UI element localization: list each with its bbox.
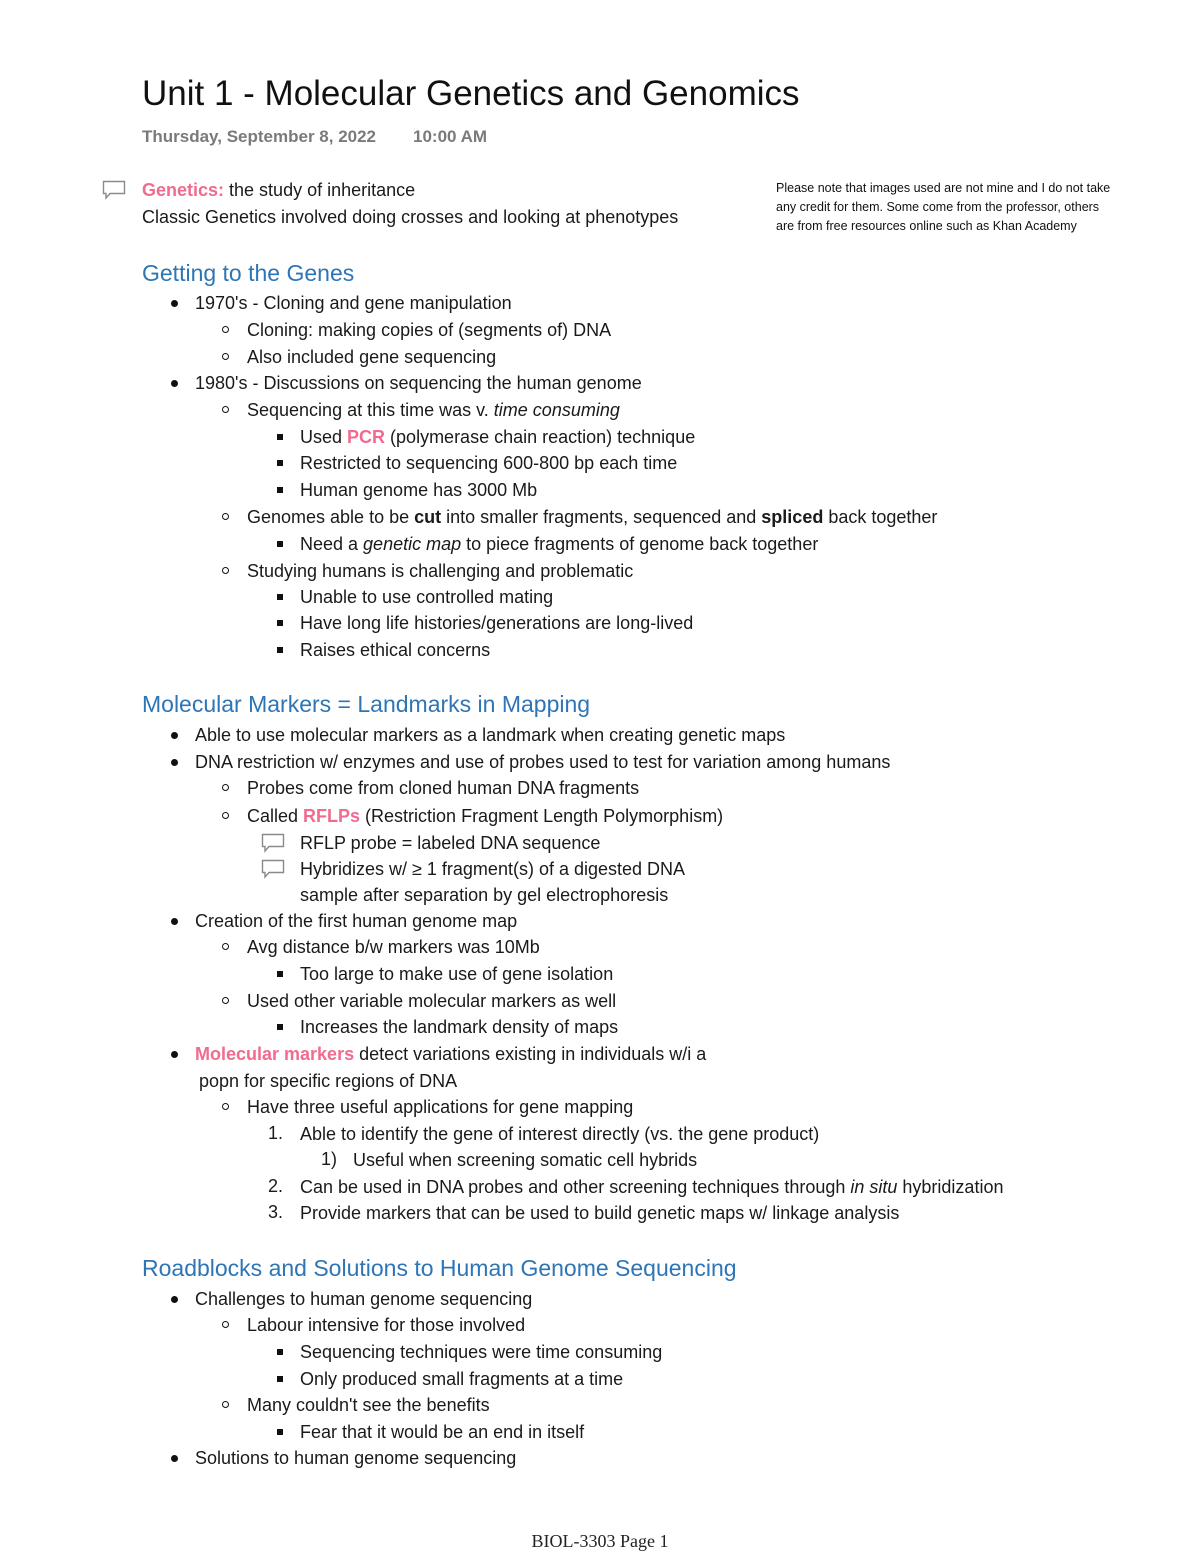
bullet-disc [171,1051,178,1058]
bullet-square [277,594,283,600]
list-item: Sequencing at this time was v. time consuming [247,400,620,420]
list-item: Studying humans is challenging and problematic [247,561,634,581]
page-title: Unit 1 - Molecular Genetics and Genomics [142,74,800,113]
bullet-disc [171,918,178,925]
list-item: Provide markers that can be used to build genetic maps w/ linkage analysis [300,1203,900,1223]
bullet-circle [222,997,229,1004]
list-item: Many couldn't see the benefits [247,1395,490,1415]
list-item: Useful when screening somatic cell hybrids [353,1150,698,1170]
bullet-disc [171,300,178,307]
list-item: Used PCR (polymerase chain reaction) technique [300,427,696,447]
comment-icon[interactable] [261,859,285,879]
list-item: Able to use molecular markers as a landmark when creating genetic maps [195,725,786,745]
list-number: 3. [268,1202,284,1222]
list-item: Probes come from cloned human DNA fragments [247,778,640,798]
list-item-continuation: popn for specific regions of DNA [199,1071,458,1091]
list-item: Called RFLPs (Restriction Fragment Length Polymorphism) [247,806,724,826]
list-item: Able to identify the gene of interest directly (vs. the gene product) [300,1124,820,1144]
bullet-square [277,1349,283,1355]
heading-getting-to-genes: Getting to the Genes [142,260,355,286]
list-item: Fear that it would be an end in itself [300,1422,585,1442]
list-item: 1980's - Discussions on sequencing the human genome [195,373,642,393]
list-item: Molecular markers detect variations existing in individuals w/i a [195,1044,707,1064]
bullet-circle [222,784,229,791]
bullet-square [277,434,283,440]
bullet-circle [222,353,229,360]
genetics-definition: Genetics: the study of inheritance [142,180,416,200]
bullet-circle [222,943,229,950]
list-item: Restricted to sequencing 600-800 bp each time [300,453,678,473]
list-item: DNA restriction w/ enzymes and use of probes used to test for variation among humans [195,752,891,772]
list-number: 1) [321,1149,338,1169]
list-item: Cloning: making copies of (segments of) DNA [247,320,612,340]
list-item-continuation: sample after separation by gel electrophoresis [300,885,669,905]
list-item: Hybridizes w/ ≥ 1 fragment(s) of a digested DNA [300,859,686,879]
comment-icon[interactable] [261,833,285,853]
bullet-circle [222,812,229,819]
bullet-square [277,971,283,977]
classic-genetics-text: Classic Genetics involved doing crosses and looking at phenotypes [142,207,679,227]
bullet-square [277,487,283,493]
list-item: Challenges to human genome sequencing [195,1289,533,1309]
bullet-square [277,620,283,626]
bullet-circle [222,326,229,333]
list-item: Also included gene sequencing [247,347,497,367]
list-item: Increases the landmark density of maps [300,1017,619,1037]
list-item: 1970's - Cloning and gene manipulation [195,293,512,313]
list-item: Sequencing techniques were time consuming [300,1342,663,1362]
bullet-circle [222,1103,229,1110]
bullet-square [277,647,283,653]
comment-icon[interactable] [102,180,126,200]
genetics-label: Genetics: [142,180,225,200]
list-item: Unable to use controlled mating [300,587,554,607]
list-item: Have three useful applications for gene mapping [247,1097,634,1117]
bullet-square [277,541,283,547]
bullet-disc [171,732,178,739]
list-item: Raises ethical concerns [300,640,491,660]
note-time: 10:00 AM [413,127,488,146]
list-item: Can be used in DNA probes and other screening techniques through in situ hybridization [300,1177,1004,1197]
bullet-circle [222,567,229,574]
list-item: Avg distance b/w markers was 10Mb [247,937,540,957]
list-number: 2. [268,1176,284,1196]
list-item: Used other variable molecular markers as well [247,991,617,1011]
bullet-circle [222,1321,229,1328]
note-date: Thursday, September 8, 2022 [142,127,377,146]
list-item: Human genome has 3000 Mb [300,480,538,500]
bullet-circle [222,513,229,520]
bullet-square [277,1024,283,1030]
bullet-disc [171,1296,178,1303]
bullet-disc [171,759,178,766]
bullet-disc [171,1455,178,1462]
list-item: Only produced small fragments at a time [300,1369,624,1389]
list-number: 1. [268,1123,284,1143]
list-item: Solutions to human genome sequencing [195,1448,517,1468]
heading-molecular-markers: Molecular Markers = Landmarks in Mapping [142,691,591,717]
bullet-square [277,1376,283,1382]
list-item: Too large to make use of gene isolation [300,964,614,984]
list-item: Genomes able to be cut into smaller fragments, sequenced and spliced back together [247,507,938,527]
list-item: Creation of the first human genome map [195,911,518,931]
image-credit-note: Please note that images used are not mine and I do not take any credit for them. Some come from the professor, others are from free resources online such as Khan Academy [776,181,1111,233]
list-item: Have long life histories/generations are long-lived [300,613,694,633]
heading-roadblocks: Roadblocks and Solutions to Human Genome Sequencing [142,1255,737,1281]
page-footer: BIOL-3303 Page 1 [531,1531,669,1551]
list-item: Need a genetic map to piece fragments of genome back together [300,534,819,554]
bullet-disc [171,380,178,387]
list-item: Labour intensive for those involved [247,1315,526,1335]
list-item: RFLP probe = labeled DNA sequence [300,833,601,853]
bullet-circle [222,406,229,413]
bullet-square [277,460,283,466]
bullet-square [277,1429,283,1435]
bullet-circle [222,1401,229,1408]
